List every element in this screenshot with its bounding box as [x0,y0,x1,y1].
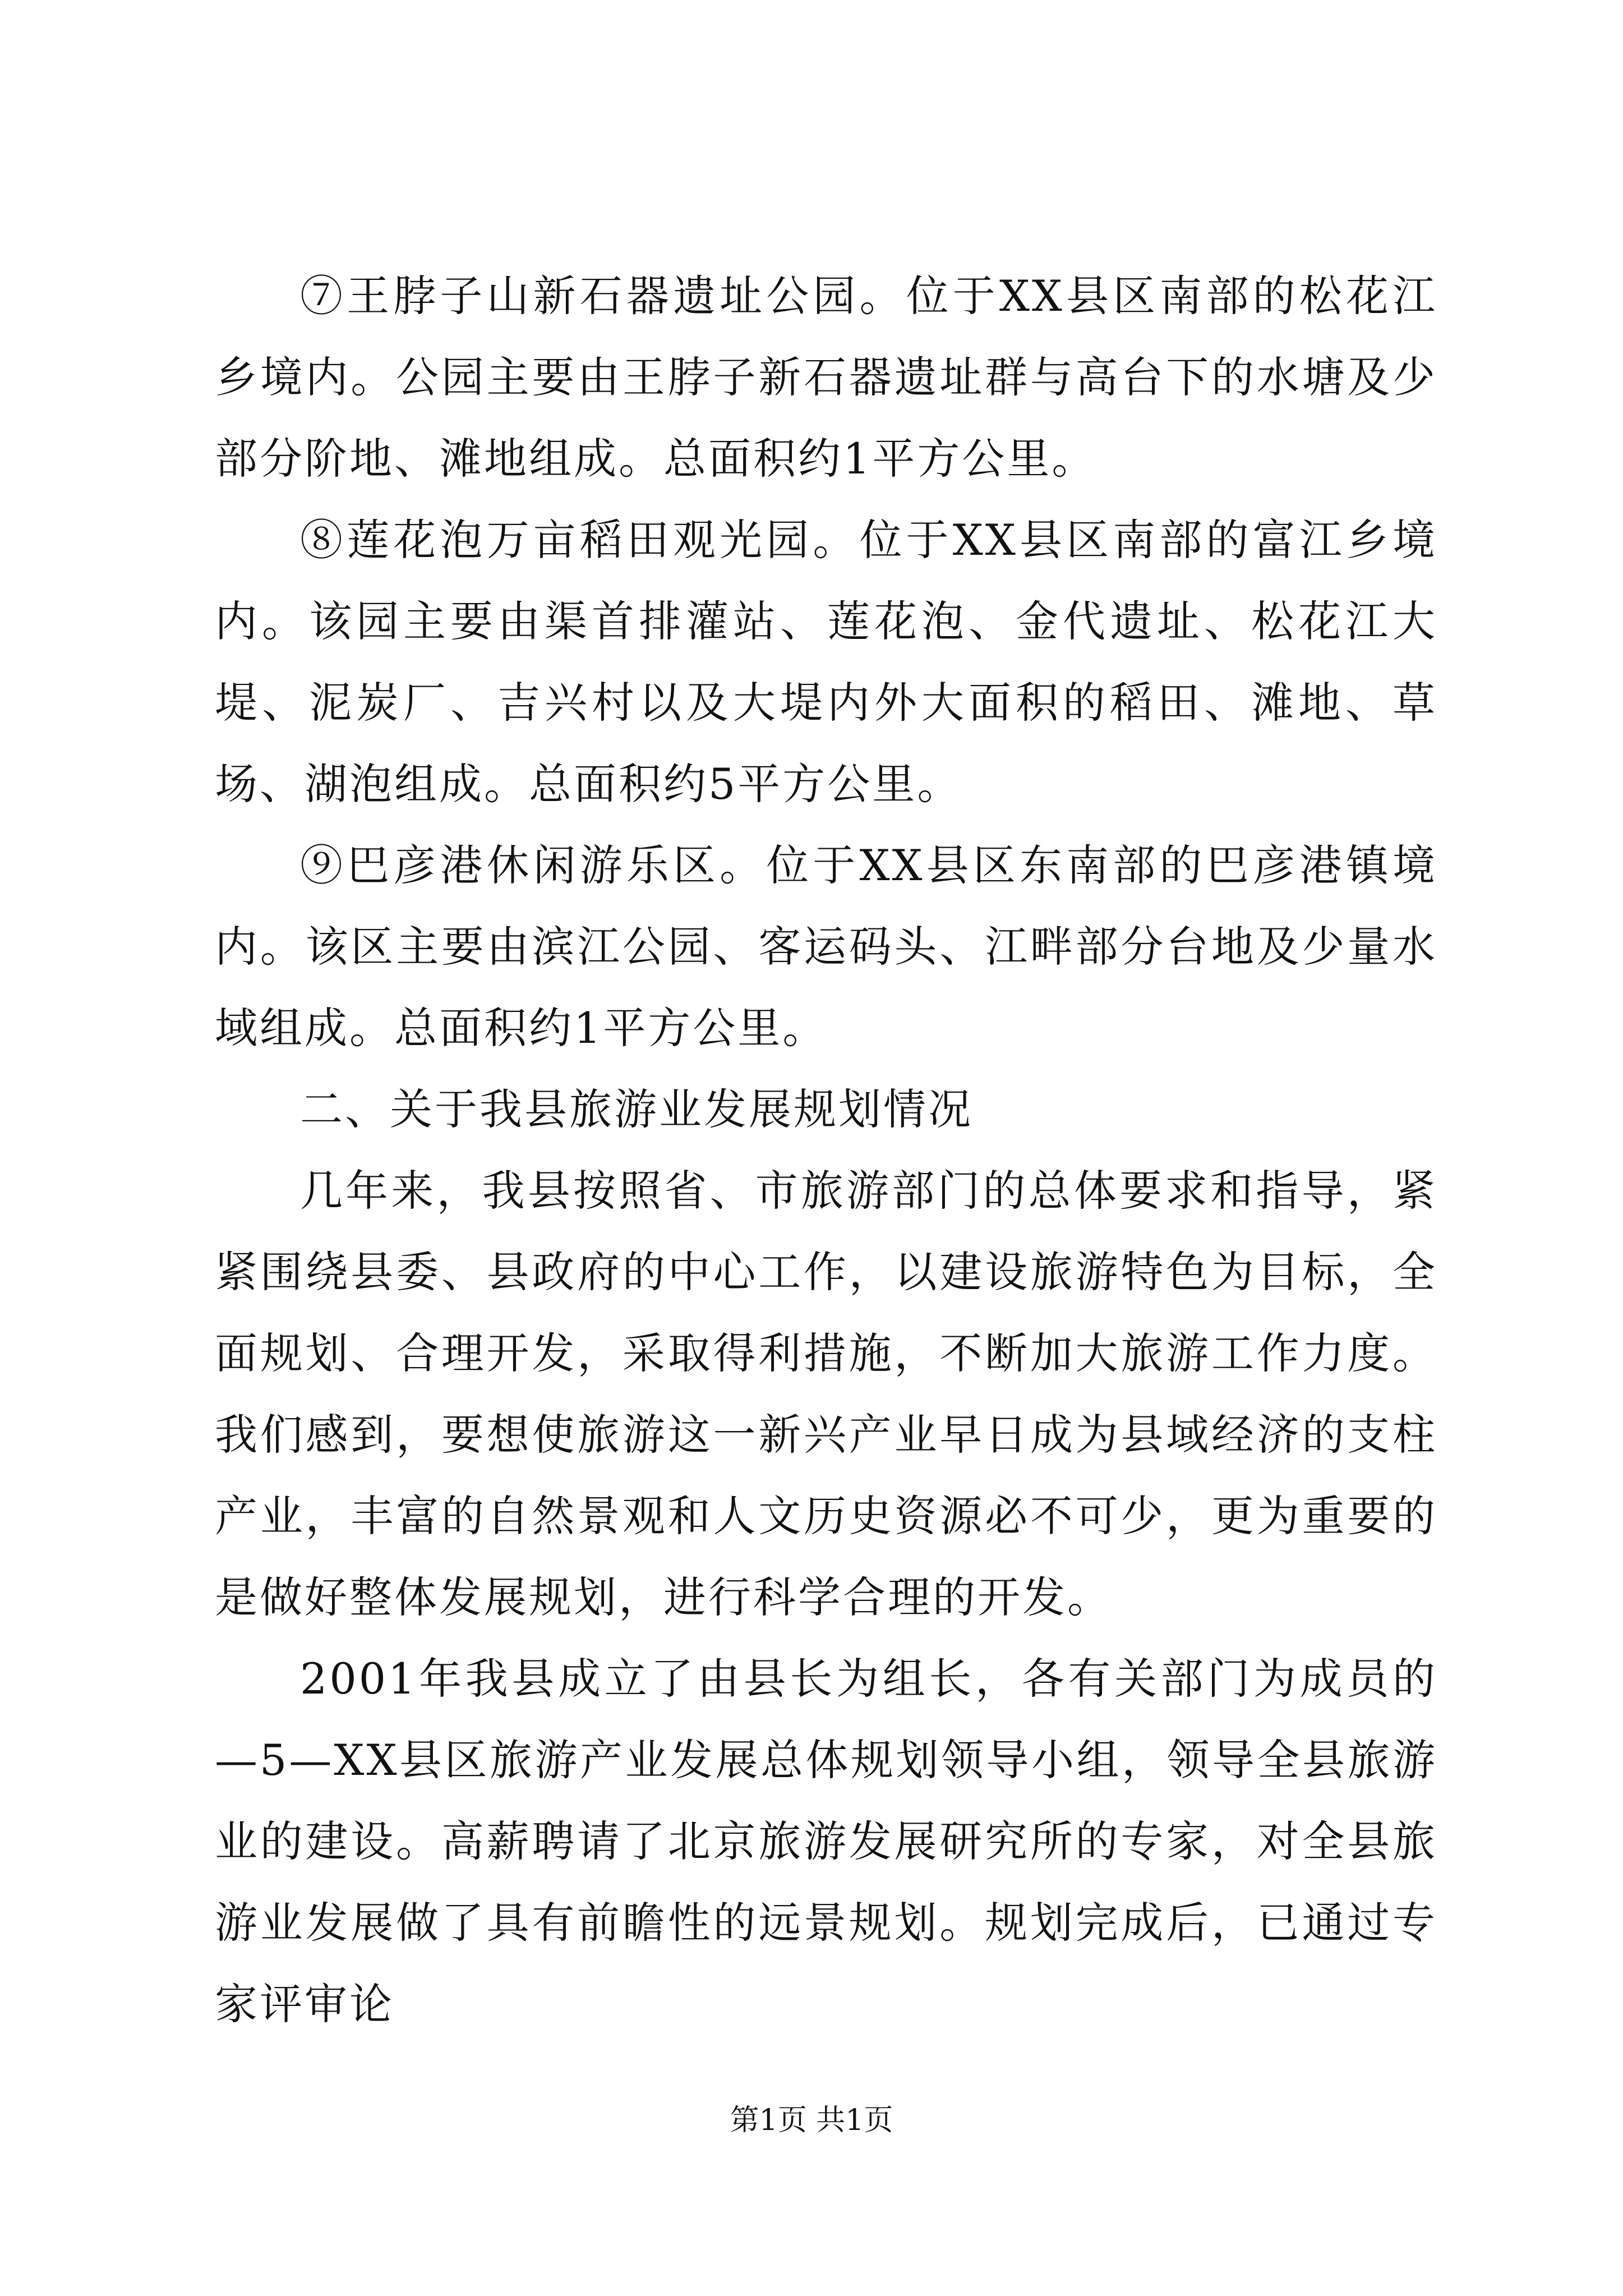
paragraph-planning-overview: 几年来，我县按照省、市旅游部门的总体要求和指导，紧紧围绕县委、县政府的中心工作，以建设旅游特色为目标，全面规划、合理开发，采取得利措施，不断加大旅游工作力度。我们感到，要想使旅游这一新兴产业早日成为县域经济的支柱产业，丰富的自然景观和人文历史资源必不可少，更为重要的是做好整体发展规划，进行科学合理的开发。 [215,1166,1437,1622]
section-heading: 二、关于我县旅游业发展规划情况 [300,1084,973,1134]
paragraph-site-8: ⑧莲花泡万亩稻田观光园。位于XX县区南部的富江乡境内。该园主要由渠首排灌站、莲花泡、金代遗址、松花江大堤、泥炭厂、吉兴村以及大堤内外大面积的稻田、滩地、草场、湖泡组成。总面积约5平方公里。 [215,515,1437,809]
document-body [215,255,1437,2045]
paragraph-site-7: ⑦王脖子山新石器遗址公园。位于XX县区南部的松花江乡境内。公园主要由王脖子新石器遗址群与高台下的水塘及少部分阶地、滩地组成。总面积约1平方公里。 [215,271,1437,484]
paragraph-planning-2001: 2001年我县成立了由县长为组长，各有关部门为成员的—5—XX县区旅游产业发展总体规划领导小组，领导全县旅游业的建设。高薪聘请了北京旅游发展研究所的专家，对全县旅游业发展做了具有前瞻性的远景规划。规划完成后，已通过专家评审论 [215,1654,1437,2029]
page-number-footer: 第1页 共1页 [730,2104,893,2137]
paragraph-site-9: ⑨巴彦港休闲游乐区。位于XX县区东南部的巴彦港镇境内。该区主要由滨江公园、客运码头、江畔部分台地及少量水域组成。总面积约1平方公里。 [215,840,1437,1053]
